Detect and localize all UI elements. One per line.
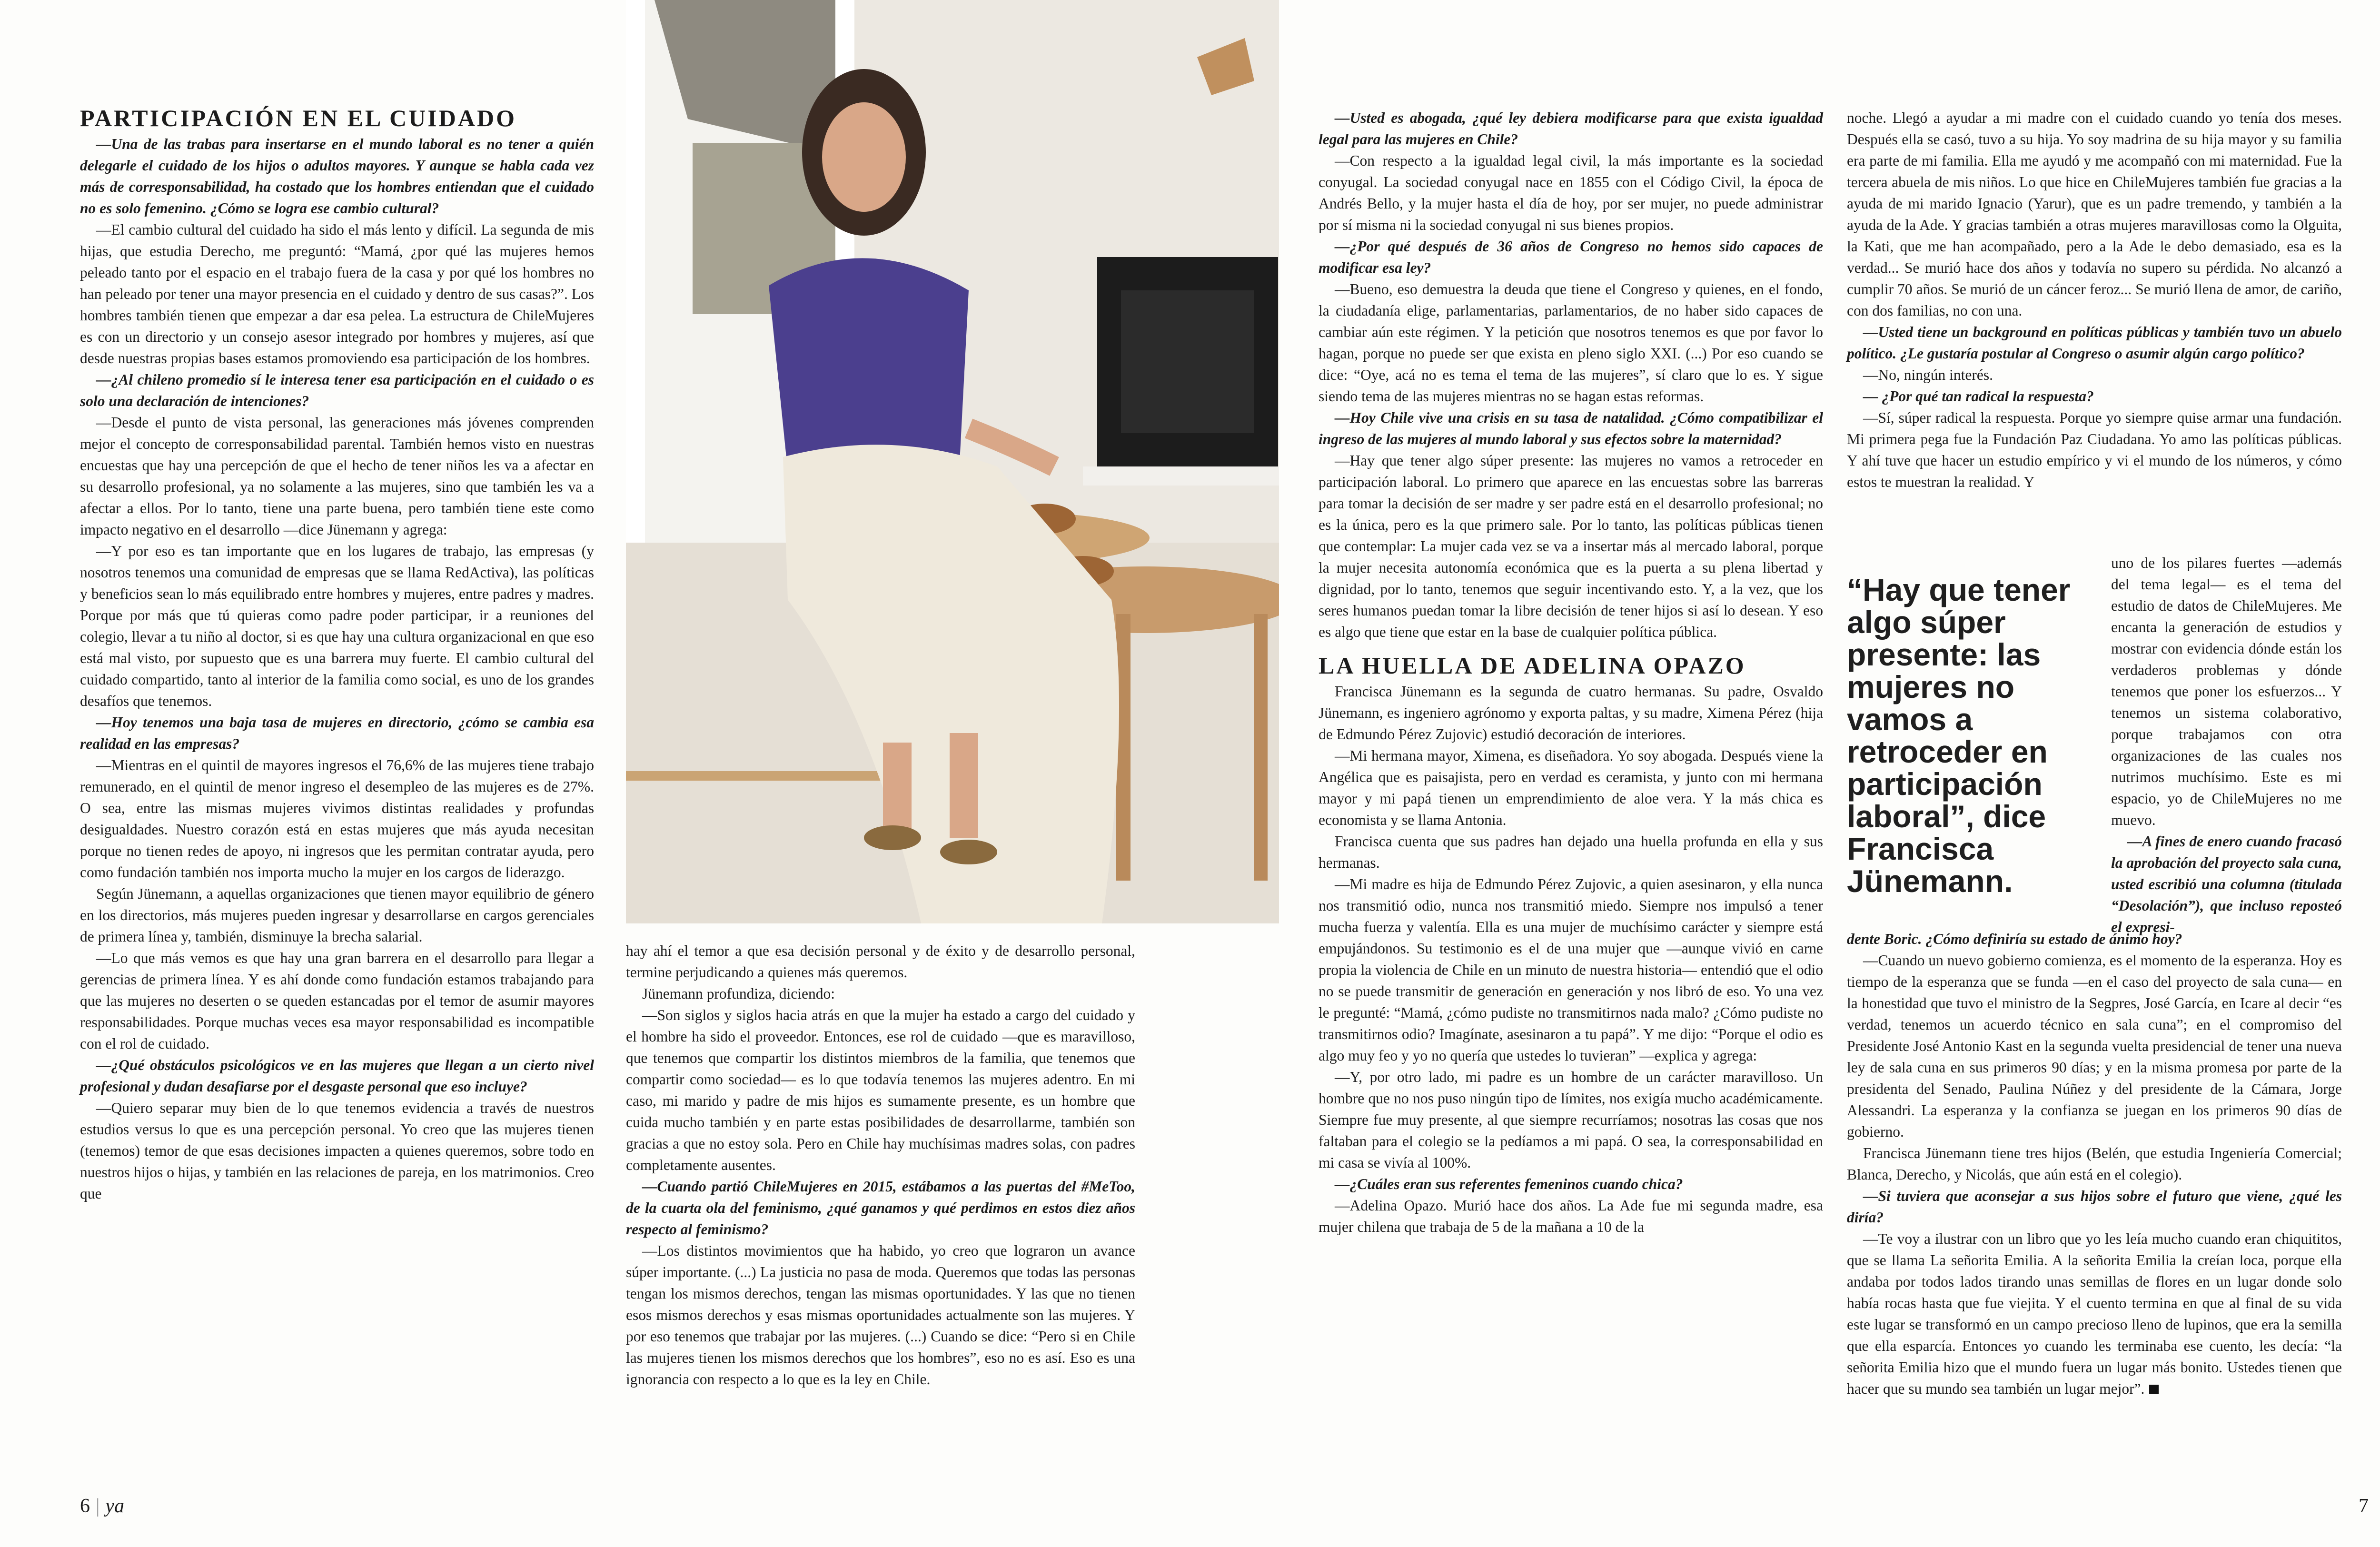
section-title-adelina: LA HUELLA DE ADELINA OPAZO xyxy=(1319,652,1746,679)
paragraph: Francisca Jünemann tiene tres hijos (Belén, que estudia Ingeniería Comercial; Blanca, Derecho, y Nicolás, que aún está en el colegio). xyxy=(1847,1145,2342,1183)
interview-question: —Usted es abogada, ¿qué ley debiera modificarse para que exista igualdad legal para las mujeres en Chile? xyxy=(1319,109,1823,148)
paragraph: —Los distintos movimientos que ha habido, yo creo que lograron un avance súper importante. (...) La justicia no pasa de moda. Queremos que todas las personas tengan los mismos derechos, tengan las mismas oportunidades. Y las que no tienen esos mismos derechos y esas mismas oportunidades actualmente son las mujeres. Y por eso tenemos que trabajar por las mujeres. (...) Cuando se dice: “Pero si en Chile las mujeres tienen los mismos derechos que los hombres”, eso no es así. Eso es una ignorancia con respecto a lo que es la ley en Chile. xyxy=(626,1242,1135,1388)
interview-question: —Hoy tenemos una baja tasa de mujeres en directorio, ¿cómo se cambia esa realidad en las empresas? xyxy=(80,714,594,752)
col2-body xyxy=(626,940,1135,1390)
pull-quote-line: retroceder en xyxy=(1847,734,2048,769)
pull-quote-lines xyxy=(1847,574,2104,897)
col3-body-top xyxy=(1319,107,1823,643)
interview-question: —¿Cuáles eran sus referentes femeninos cuando chica? xyxy=(1335,1176,1683,1192)
paragraph: —Bueno, eso demuestra la deuda que tiene el Congreso y quienes, en el fondo, la ciudadanía elige, parlamentarias, parlamentarios, de no haber sido capaces de cambiar aún este régimen. Y la petición que nosotros tenemos es que por favor lo hagan, porque no puede ser que exista en pleno siglo XXI. (...) Por eso cuando se dice: “Oye, acá no es tema el tema de las mujeres”, sí claro que lo es. Y sigue siendo tema de las mujeres mientras no se hagan estas reformas. xyxy=(1319,281,1823,405)
right-column-4-narrow xyxy=(2111,552,2342,938)
paragraph: —Son siglos y siglos hacia atrás en que la mujer ha estado a cargo del cuidado y el hombre ha sido el proveedor. Entonces, ese rol de cuidado —que es maravilloso, que tenemos que compartir los distintos miembros de la familia, que tenemos que compartir como sociedad— es lo que todavía tenemos las mujeres adentro. En mi caso, mi marido y padre de mis hijos es sumamente presente, es un hombre que cuida mucho también y en parte estas posibilidades de desarrollarme, también son gracias a que no estoy sola. Pero en Chile hay muchísimas madres solas, con padres completamente ausentes. xyxy=(626,1007,1135,1173)
paragraph: —Mi madre es hija de Edmundo Pérez Zujovic, a quien asesinaron, y ella nunca nos transmitió odio, nunca nos transmitió miedo. Siempre nos impulsó a tener mucha fuerza y valentía. Ella es una mujer de muchísimo carácter y siempre está empujándonos. Su testimonio es el de una mujer que —aunque vivió en carne propia la violencia de Chile en un minuto de nuestra historia— entendió que el odio no se puede transmitir de generación en generación y nos libró de eso. Yo una vez le pregunté: “Mamá, ¿cómo pudiste no transmitirnos nada malo? ¿Cómo pudiste no transmitirnos odio? Imagínate, asesinaron a tu papá”. Y me dijo: “Porque el odio es algo muy feo y yo no quería que ustedes lo tuvieran” —explica y agrega: xyxy=(1319,876,1823,1064)
paragraph: —Hay que tener algo súper presente: las mujeres no vamos a retroceder en participación laboral. Lo primero que aparece en las encuestas sobre las barreras para tomar la decisión de ser madre y ser padre está en el desarrollo profesional; no es la única, pero es la que primero sale. Por lo tanto, las políticas públicas tienen que contemplar: La mujer cada vez se va a insertar más al mercado laboral, porque la mujer necesita autonomía económica que es la puerta a su plena libertad y dignidad, por lo tanto, tenemos que seguir incentivando esto. Y, a la vez, que los seres humanos puedan tomar la libre decisión de tener hijos si así lo desean. Y eso es algo que tiene que estar en la base de cualquier política pública. xyxy=(1319,452,1823,640)
paragraph: —No, ningún interés. xyxy=(1863,367,1993,383)
pull-quote-line: presente: las xyxy=(1847,637,2041,672)
col3-body-bottom xyxy=(1319,681,1823,1238)
pull-quote xyxy=(1847,574,2104,897)
portrait-photo xyxy=(626,0,1279,923)
left-column-1 xyxy=(80,105,594,1204)
paragraph: —Y, por otro lado, mi padre es un hombre de un carácter maravilloso. Un hombre que no nos puso ningún tipo de límites, nos exigía mucho académicamente. Siempre fue muy presente, al que siempre recurríamos; nosotras las cosas que nos faltaban para el colegio se la pedíamos a mi papá. O sea, la corresponsabilidad en mi casa se vivía al 100%. xyxy=(1319,1069,1823,1171)
pull-quote-line: Francisca xyxy=(1847,831,1994,866)
pull-quote-line: vamos a xyxy=(1847,702,1973,737)
interview-question: —Si tuviera que aconsejar a sus hijos sobre el futuro que viene, ¿qué les diría? xyxy=(1847,1188,2342,1226)
paragraph: —Adelina Opazo. Murió hace dos años. La Ade fue mi segunda madre, esa mujer chilena que trabaja de 5 de la mañana a 10 de la xyxy=(1319,1197,1823,1235)
interview-question: —¿Qué obstáculos psicológicos ve en las mujeres que llegan a un cierto nivel profesional y dudan desafiarse por el desgaste personal que eso incluye? xyxy=(80,1057,594,1095)
pull-quote-line: “Hay que tener xyxy=(1847,572,2071,607)
right-column-3 xyxy=(1319,107,1823,1238)
interview-question: —Una de las trabas para insertarse en el mundo laboral es no tener a quién delegarle el cuidado de los hijos o adultos mayores. Y aunque se habla cada vez más de corresponsabilidad, ha costado que los hombres entiendan que el cuidado no es solo femenino. ¿Cómo se logra ese cambio cultural? xyxy=(80,136,594,217)
page-number-right: 7 xyxy=(2359,1495,2369,1517)
folio-right xyxy=(2359,1495,2369,1517)
section-title-participacion: PARTICIPACIÓN EN EL CUIDADO xyxy=(80,105,516,131)
interview-question: —¿Al chileno promedio sí le interesa tener esa participación en el cuidado o es solo una declaración de intenciones? xyxy=(80,371,594,409)
col4-body-bottom xyxy=(1847,928,2342,1399)
pull-quote-line: participación xyxy=(1847,766,2043,802)
paragraph: —Te voy a ilustrar con un libro que yo les leía mucho cuando eran chiquititos, que se llama La señorita Emilia. A la señorita Emilia la creían loca, porque ella andaba por todos lados tirando unas semillas de flores en un lugar donde solo había rocas hasta que fue viejita. Y el cuento termina en que al final de su vida este lugar se transformó en un campo precioso lleno de lupinos, que era la semilla que ella esparcía. Entonces yo cuando les terminaba ese cuento, les decía: “la señorita Emilia hizo que el mundo fuera un lugar más bonito. Ustedes tienen que hacer que su mundo sea también un lugar mejor”. xyxy=(1847,1230,2342,1397)
paragraph: —Mientras en el quintil de mayores ingresos el 76,6% de las mujeres tiene trabajo remunerado, en el quintil de menor ingreso el desempleo de las mujeres es de 27%. O sea, entre las mismas mujeres vivimos distintas realidades y profundas desigualdades. Nuestro corazón está en estas mujeres que más ayuda necesitan porque no tienen redes de apoyo, ni ingresos que les permitan contratar ayuda, pero como fundación también nos importa mucho la mujer en los cargos de liderazgo. xyxy=(80,757,594,881)
interview-question: —Cuando partió ChileMujeres en 2015, estábamos a las puertas del #MeToo, de la cuarta ola del feminismo, ¿qué ganamos y qué perdimos en estos diez años respecto al feminismo? xyxy=(626,1178,1135,1238)
folio-separator: | xyxy=(96,1495,100,1517)
pull-quote-line: mujeres no xyxy=(1847,669,2015,704)
interview-question: —Usted tiene un background en políticas públicas y también tuvo un abuelo político. ¿Le gustaría postular al Congreso o asumir algún cargo político? xyxy=(1847,324,2342,362)
pull-quote-line: algo súper xyxy=(1847,605,2006,640)
paragraph: —Sí, súper radical la respuesta. Porque yo siempre quise armar una fundación. Mi primera pega fue la Fundación Paz Ciudadana. Yo amo las políticas públicas. Y ahí tuve que hacer un estudio empírico y vi el mundo de los números, y cómo estos te muestran la realidad. Y xyxy=(1847,409,2342,490)
paragraph: noche. Llegó a ayudar a mi madre con el cuidado cuando yo tenía dos meses. Después ella se casó, tuvo a su hija. Yo soy madrina de su hija mayor y su familia era parte de mi familia. Ella me ayudó y me acompañó con mi maternidad. Fue la tercera abuela de mis niños. Lo que hice en ChileMujeres también fue gracias a la ayuda de mi marido Ignacio (Yarur), que es un padre tremendo, y también a la ayuda de la Ade. Y gracias también a otras mujeres maravillosas como la Olguita, la Kati, que me han acompañado, pero a la Ade le debo demasiado, esa es la verdad... Se murió hace dos años y todavía no supero su pérdida. No alcanzó a cumplir 70 años. Se murió de un cáncer feroz... Se murió llena de amor, de cariño, con dos familias, no con una. xyxy=(1847,109,2342,319)
col4-body-narrow xyxy=(2111,552,2342,938)
magazine-logo: ya xyxy=(105,1495,125,1517)
left-column-2 xyxy=(626,940,1135,1390)
paragraph: —Cuando un nuevo gobierno comienza, es el momento de la esperanza. Hoy es tiempo de la esperanza que se funda —en el caso del proyecto de sala cuna— en la honestidad que tuvo el ministro de la Segpres, José García, en Icare al decir “es verdad, tenemos un acuerdo técnico en sala cuna”; en el compromiso del Presidente José Antonio Kast en la segunda vuelta presidencial de tener una nueva ley de sala cuna en sus primeros 90 días; y en la misma promesa por parte de la presidenta del Senado, Paulina Núñez y del presidente de la Cámara, Jorge Alessandri. La esperanza y la confianza se juegan en los primeros 90 días de gobierno. xyxy=(1847,952,2342,1140)
paragraph: —Con respecto a la igualdad legal civil, la más importante es la sociedad conyugal. La sociedad conyugal nace en 1855 con el Código Civil, la época de Andrés Bello, y la mujer hasta el día de hoy, por ser mujer, no puede administrar por sí misma ni la sociedad conyugal ni sus bienes propios. xyxy=(1319,152,1823,233)
paragraph: —Y por eso es tan importante que en los lugares de trabajo, las empresas (y nosotros tenemos una comunidad de empresas que se llama RedActiva), las políticas y beneficios sean lo más equilibrado entre hombres y mujeres, entre padres y madres. Porque por más que tú quieras como padre poder participar, ir a reuniones del colegio, llevar a tu niño al doctor, si es que hay una cultura organizacional en que eso está mal visto, por supuesto que es una barrera muy fuerte. El cambio cultural del cuidado compartido, tanto al interior de la familia como social, es uno de los grandes desafíos que tenemos. xyxy=(80,543,594,709)
col1-body xyxy=(80,133,594,1204)
paragraph: Francisca cuenta que sus padres han dejado una huella profunda en ella y sus hermanas. xyxy=(1319,833,1823,871)
interview-question: — ¿Por qué tan radical la respuesta? xyxy=(1863,388,2094,405)
paragraph: —El cambio cultural del cuidado ha sido el más lento y difícil. La segunda de mis hijas, que estudia Derecho, me preguntó: “Mamá, ¿por qué las mujeres hemos peleado tanto por el espacio en el trabajo fuera de la casa y por qué los hombres no han peleado por tener una mayor presencia en el cuidado y dentro de sus casas?”. Los hombres también tienen que empezar a dar esa pelea. La estructura de ChileMujeres es con un directorio y un consejo asesor integrado por hombres y mujeres, así que desde nuestras propias bases estamos promoviendo esa participación de los hombres. xyxy=(80,221,594,367)
interview-question: —¿Por qué después de 36 años de Congreso no hemos sido capaces de modificar esa ley? xyxy=(1319,238,1823,276)
portrait-illustration xyxy=(626,0,1279,923)
folio-left xyxy=(80,1495,124,1517)
paragraph: Francisca Jünemann es la segunda de cuatro hermanas. Su padre, Osvaldo Jünemann, es ingeniero agrónomo y exporta paltas, y su madre, Ximena Pérez (hija de Edmundo Pérez Zujovic) estudió decoración de interiores. xyxy=(1319,683,1823,743)
paragraph: Jünemann profundiza, diciendo: xyxy=(642,985,835,1002)
right-column-4-bottom xyxy=(1847,928,2342,1399)
paragraph: —Lo que más vemos es que hay una gran barrera en el desarrollo para llegar a gerencias de primera línea. Y es ahí donde como fundación estamos trabajando para que las mujeres no deserten o se queden estancadas por el temor de asumir mayores responsabilidades. Porque muchas veces esa mayor responsabilidad es incompatible con el rol de cuidado. xyxy=(80,950,594,1052)
paragraph: —Quiero separar muy bien de lo que tenemos evidencia a través de nuestros estudios versus lo que es una percepción personal. Yo creo que las mujeres tienen (tenemos) temor de que esas decisiones impacten a quienes queremos, sobre todo en nuestros hijos o hijas, y también en las relaciones de pareja, en los matrimonios. Creo que xyxy=(80,1100,594,1202)
end-of-article-mark xyxy=(2149,1385,2159,1394)
right-column-4-top xyxy=(1847,107,2342,493)
paragraph: —Mi hermana mayor, Ximena, es diseñadora. Yo soy abogada. Después viene la Angélica que es paisajista, pero en verdad es ceramista, y junto con mi hermana mayor y mi papá tienen un emprendimiento de aloe vera. Y la más chica es economista y se llama Antonia. xyxy=(1319,747,1823,828)
interview-question: —Hoy Chile vive una crisis en su tasa de natalidad. ¿Cómo compatibilizar el ingreso de las mujeres al mundo laboral y sus efectos sobre la maternidad? xyxy=(1319,409,1823,447)
pull-quote-line: Jünemann. xyxy=(1847,863,2013,899)
paragraph: hay ahí el temor a que esa decisión personal y de éxito y de desarrollo personal, termine perjudicando a quienes más queremos. xyxy=(626,942,1135,981)
col4-body-top xyxy=(1847,107,2342,493)
interview-question: dente Boric. ¿Cómo definiría su estado de ánimo hoy? xyxy=(1847,931,2182,947)
page-number-left: 6 xyxy=(80,1495,90,1517)
pull-quote-line: laboral”, dice xyxy=(1847,799,2046,834)
paragraph: uno de los pilares fuertes —además del tema legal— es el tema del estudio de datos de ChileMujeres. Me encanta la generación de estudios y mostrar con evidencia dónde están los verdaderos problemas y dónde tenemos que poner los esfuerzos... Y tenemos un sistema colaborativo, porque trabajamos con otra organizaciones de las cuales nos nutrimos muchísimo. Este es mi espacio, yo de ChileMujeres no me muevo. xyxy=(2111,555,2342,828)
paragraph: Según Jünemann, a aquellas organizaciones que tienen mayor equilibrio de género en los directorios, más mujeres pueden ingresar y desarrollarse en cargos gerenciales de primera línea y, también, disminuye la brecha salarial. xyxy=(80,885,594,945)
interview-question: —A fines de enero cuando fracasó la aprobación del proyecto sala cuna, usted escribió una columna (titulada “Desolación”), que incluso reposteó el expresi- xyxy=(2111,833,2342,935)
paragraph: —Desde el punto de vista personal, las generaciones más jóvenes comprenden mejor el concepto de corresponsabilidad parental. También hemos visto en nuestras encuestas que hay una percepción de que el hecho de tener niños les va a afectar en su desarrollo profesional, ya no solamente a las mujeres, sino que también les va a afectar a ellos. Por lo tanto, tiene una parte buena, pero también tiene este como impacto negativo en el desarrollo —dice Jünemann y agrega: xyxy=(80,414,594,538)
